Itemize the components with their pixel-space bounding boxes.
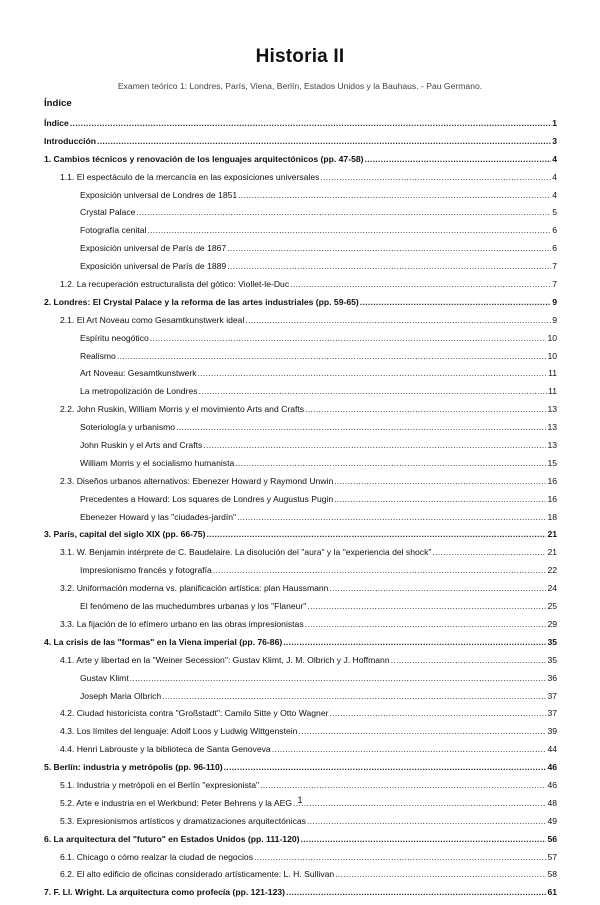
toc-entry[interactable] [44,207,557,225]
toc-entry-page: 25 [547,601,557,612]
toc-entry-page: 58 [547,869,557,880]
toc-entry-label: Gustav Klimt [80,672,129,683]
toc-entry-label: John Ruskin y el Arts and Crafts [80,440,203,451]
page-number: 1 [297,795,303,805]
toc-leader-dots [237,512,546,523]
toc-entry-page: 9 [552,314,557,325]
toc-entry-page: 21 [547,547,557,558]
toc-entry[interactable] [44,422,557,440]
toc-entry-label: 5.1. Industria y metrópoli en el Berlín "expresionista" [60,779,260,790]
toc-entry-page: 21 [547,529,557,540]
toc-leader-dots [199,386,548,397]
document-subtitle: Examen teórico 1: Londres, París, Viena, Berlín, Estados Unidos y la Bauhaus. - Pau Germano. [117,81,483,91]
toc-entry[interactable] [44,637,557,655]
toc-leader-dots [136,207,551,218]
toc-entry-page: 35 [547,654,557,665]
toc-leader-dots [238,190,551,201]
toc-entry-label: Joseph Maria Olbrich [80,690,162,701]
toc-entry[interactable] [44,547,557,565]
toc-entry[interactable] [44,476,557,494]
toc-entry-page: 24 [547,583,557,594]
toc-entry-page: 7 [552,279,557,290]
toc-entry-page: 57 [547,851,557,862]
toc-leader-dots [254,852,546,863]
toc-entry-label: 6.1. Chicago o cómo realzar la ciudad de negocios [60,851,253,862]
toc-entry-label: 1.1. El espectáculo de la mercancía en las exposiciones universales [60,171,320,182]
toc-entry-page: 9 [552,296,557,307]
toc-entry[interactable] [44,691,557,709]
toc-entry-page: 35 [547,636,557,647]
toc-entry-label: 3.1. W. Benjamin intérprete de C. Baudelaire. La disolución del "aura" y la "experiencia del shock" [60,547,432,558]
toc-entry-label: 7. F. Ll. Wright. La arquitectura como profecía (pp. 121-123) [44,887,285,898]
toc-leader-dots [334,476,546,487]
toc-leader-dots [130,673,547,684]
toc-entry[interactable] [44,869,557,887]
toc-entry-label: Impresionismo francés y fotografía [80,565,212,576]
toc-entry[interactable] [44,655,557,673]
toc-entry-page: 13 [547,404,557,415]
toc-entry[interactable] [44,887,557,905]
toc-entry[interactable] [44,190,557,208]
toc-entry[interactable] [44,297,557,315]
toc-entry[interactable] [44,852,557,870]
toc-entry-page: 11 [548,386,557,397]
toc-entry[interactable] [44,404,557,422]
toc-entry-label: Realismo [80,350,116,361]
toc-entry[interactable] [44,315,557,333]
toc-entry-label: La metropolización de Londres [80,386,198,397]
toc-entry-page: 48 [547,797,557,808]
toc-entry-page: 37 [547,708,557,719]
toc-entry-label: Espíritu neogótico [80,332,149,343]
toc-entry[interactable] [44,225,557,243]
toc-entry-page: 44 [547,744,557,755]
toc-leader-dots [286,887,546,898]
toc-entry[interactable] [44,386,557,404]
toc-entry[interactable] [44,708,557,726]
toc-entry-label: 2. Londres: El Crystal Palace y la reforma de las artes industriales (pp. 59-65) [44,296,359,307]
toc-leader-dots [307,601,546,612]
toc-entry-page: 36 [547,672,557,683]
toc-entry-label: 6.2. El alto edificio de oficinas considerado artísticamente: L. H. Sullivan [60,869,335,880]
toc-entry[interactable] [44,261,557,279]
toc-entry-page: 4 [552,153,557,164]
toc-entry[interactable] [44,172,557,190]
toc-leader-dots [245,315,551,326]
toc-entry-label: 2.1. El Art Noveau como Gesamtkunstwerk ideal [60,314,245,325]
toc-entry[interactable] [44,619,557,637]
toc-leader-dots [305,404,546,415]
toc-entry-label: Fotografía cenital [80,225,147,236]
toc-entry-label: Soteriología y urbanismo [80,422,176,433]
toc-leader-dots [117,351,547,362]
toc-leader-dots [147,225,551,236]
toc-entry[interactable] [44,762,557,780]
toc-leader-dots [227,243,551,254]
toc-leader-dots [329,708,546,719]
toc-entry-page: 10 [547,350,557,361]
toc-entry-page: 37 [547,690,557,701]
toc-leader-dots [298,726,546,737]
toc-entry-page: 11 [548,368,557,379]
toc-entry-label: 5.3. Expresionismos artísticos y dramatizaciones arquitectónicas [60,815,306,826]
toc-entry-page: 5 [552,207,557,218]
toc-entry-label: 2.3. Diseños urbanos alternativos: Ebenezer Howard y Raymond Unwin [60,475,334,486]
toc-entry-page: 13 [547,422,557,433]
toc-entry-label: Ebenezer Howard y las "ciudades-jardín" [80,511,237,522]
toc-entry[interactable] [44,512,557,530]
toc-entry-label: 3.2. Uniformación moderna vs. planificación artística: plan Haussmann [60,583,329,594]
toc-entry-page: 16 [547,475,557,486]
toc-entry-page: 16 [547,493,557,504]
toc-entry-label: 4.3. Los límites del lenguaje: Adolf Loos y Ludwig Wittgenstein [60,726,298,737]
toc-leader-dots [334,494,546,505]
toc-leader-dots [320,172,551,183]
toc-entry-label: 2.2. John Ruskin, William Morris y el movimiento Arts and Crafts [60,404,305,415]
toc-entry-label: 4.2. Ciudad historicista contra "Großstadt": Camilo Sitte y Otto Wagner [60,708,329,719]
toc-entry[interactable] [44,726,557,744]
toc-entry-page: 39 [547,726,557,737]
toc-entry[interactable] [44,601,557,619]
toc-leader-dots [305,619,547,630]
toc-leader-dots [290,279,551,290]
toc-entry-page: 56 [547,833,557,844]
toc-entry-label: 6. La arquitectura del "futuro" en Estados Unidos (pp. 111-120) [44,833,300,844]
toc-entry[interactable] [44,494,557,512]
toc-leader-dots [162,691,546,702]
toc-entry[interactable] [44,673,557,691]
toc-entry-page: 49 [547,815,557,826]
toc-entry-page: 29 [547,618,557,629]
toc-entry[interactable] [44,154,557,172]
toc-entry-page: 10 [547,332,557,343]
toc-entry-label: Exposición universal de París de 1889 [80,261,227,272]
toc-entry-label: 5.2. Arte e industria en el Werkbund: Peter Behrens y la AEG [60,797,293,808]
toc-entry-label: William Morris y el socialismo humanista [80,457,235,468]
toc-leader-dots [335,869,546,880]
toc-leader-dots [227,261,551,272]
toc-entry[interactable] [44,816,557,834]
toc-leader-dots [213,565,547,576]
toc-entry-page: 6 [552,225,557,236]
toc-leader-dots [206,529,546,540]
toc-leader-dots [365,154,552,165]
toc-entry-page: 4 [552,189,557,200]
toc-entry-page: 22 [547,565,557,576]
toc-entry-page: 3 [552,135,557,146]
toc-entry[interactable] [44,529,557,547]
toc-entry[interactable] [44,333,557,351]
toc-entry-label: 3. París, capital del siglo XIX (pp. 66-75) [44,529,206,540]
toc-entry[interactable] [44,351,557,369]
toc-entry-label: Art Noveau: Gesamtkunstwerk [80,368,197,379]
toc-entry-page: 61 [547,887,557,898]
toc-leader-dots [224,762,547,773]
toc-entry-label: 4.1. Arte y libertad en la "Weiner Secession": Gustav Klimt, J. M. Olbrich y J. Hoffmann [60,654,390,665]
toc-entry[interactable] [44,368,557,386]
toc-entry[interactable] [44,834,557,852]
toc-entry-page: 15 [547,457,557,468]
toc-entry-label: 1.2. La recuperación estructuralista del gótico: Viollet-le-Duc [60,279,290,290]
toc-entry[interactable] [44,458,557,476]
toc-entry-page: 18 [547,511,557,522]
toc-entry-label: 4. La crisis de las "formas" en la Viena imperial (pp. 76-86) [44,636,283,647]
toc-entry-label: 5. Berlín: industria y metrópolis (pp. 96-110) [44,762,223,773]
toc-entry[interactable] [44,565,557,583]
toc-entry-label: Crystal Palace [80,207,136,218]
toc-leader-dots [97,136,551,147]
table-of-contents [44,118,557,905]
toc-leader-dots [391,655,547,666]
toc-entry-page: 46 [547,762,557,773]
toc-entry-label: Exposición universal de París de 1867 [80,243,227,254]
toc-leader-dots [260,780,546,791]
toc-entry-page: 13 [547,440,557,451]
toc-entry[interactable] [44,136,557,154]
document-title: Historia II [255,46,345,67]
toc-entry-label: 1. Cambios técnicos y renovación de los lenguajes arquitectónicos (pp. 47-58) [44,153,364,164]
toc-entry[interactable] [44,583,557,601]
toc-leader-dots [198,368,548,379]
toc-entry-label: Introducción [44,135,97,146]
toc-entry-label: Precedentes a Howard: Los squares de Londres y Augustus Pugin [80,493,334,504]
toc-leader-dots [70,118,551,129]
toc-leader-dots [301,834,547,845]
toc-entry-page: 4 [552,171,557,182]
toc-leader-dots [329,583,546,594]
toc-entry[interactable] [44,279,557,297]
toc-leader-dots [360,297,551,308]
toc-leader-dots [272,744,547,755]
toc-entry-page: 46 [547,779,557,790]
toc-entry[interactable] [44,440,557,458]
toc-entry-label: Índice [44,118,69,128]
toc-entry-label: Exposición universal de Londres de 1851 [80,189,238,200]
toc-entry-page: 6 [552,243,557,254]
toc-leader-dots [150,333,547,344]
toc-entry-label: 3.3. La fijación de lo efímero urbano en las obras impresionistas [60,618,304,629]
toc-leader-dots [283,637,546,648]
toc-entry-label: El fenómeno de las muchedumbres urbanas y los "Flaneur" [80,601,307,612]
toc-leader-dots [307,816,546,827]
toc-entry-page: 7 [552,261,557,272]
toc-entry[interactable] [44,744,557,762]
toc-entry[interactable] [44,118,557,136]
toc-leader-dots [235,458,546,469]
toc-leader-dots [176,422,546,433]
toc-entry-label: 4.4. Henri Labrouste y la biblioteca de Santa Genoveva [60,744,271,755]
toc-entry[interactable] [44,243,557,261]
toc-entry-page: 1 [552,118,557,128]
toc-leader-dots [203,440,546,451]
index-heading: Índice [44,98,72,109]
toc-leader-dots [432,547,546,558]
